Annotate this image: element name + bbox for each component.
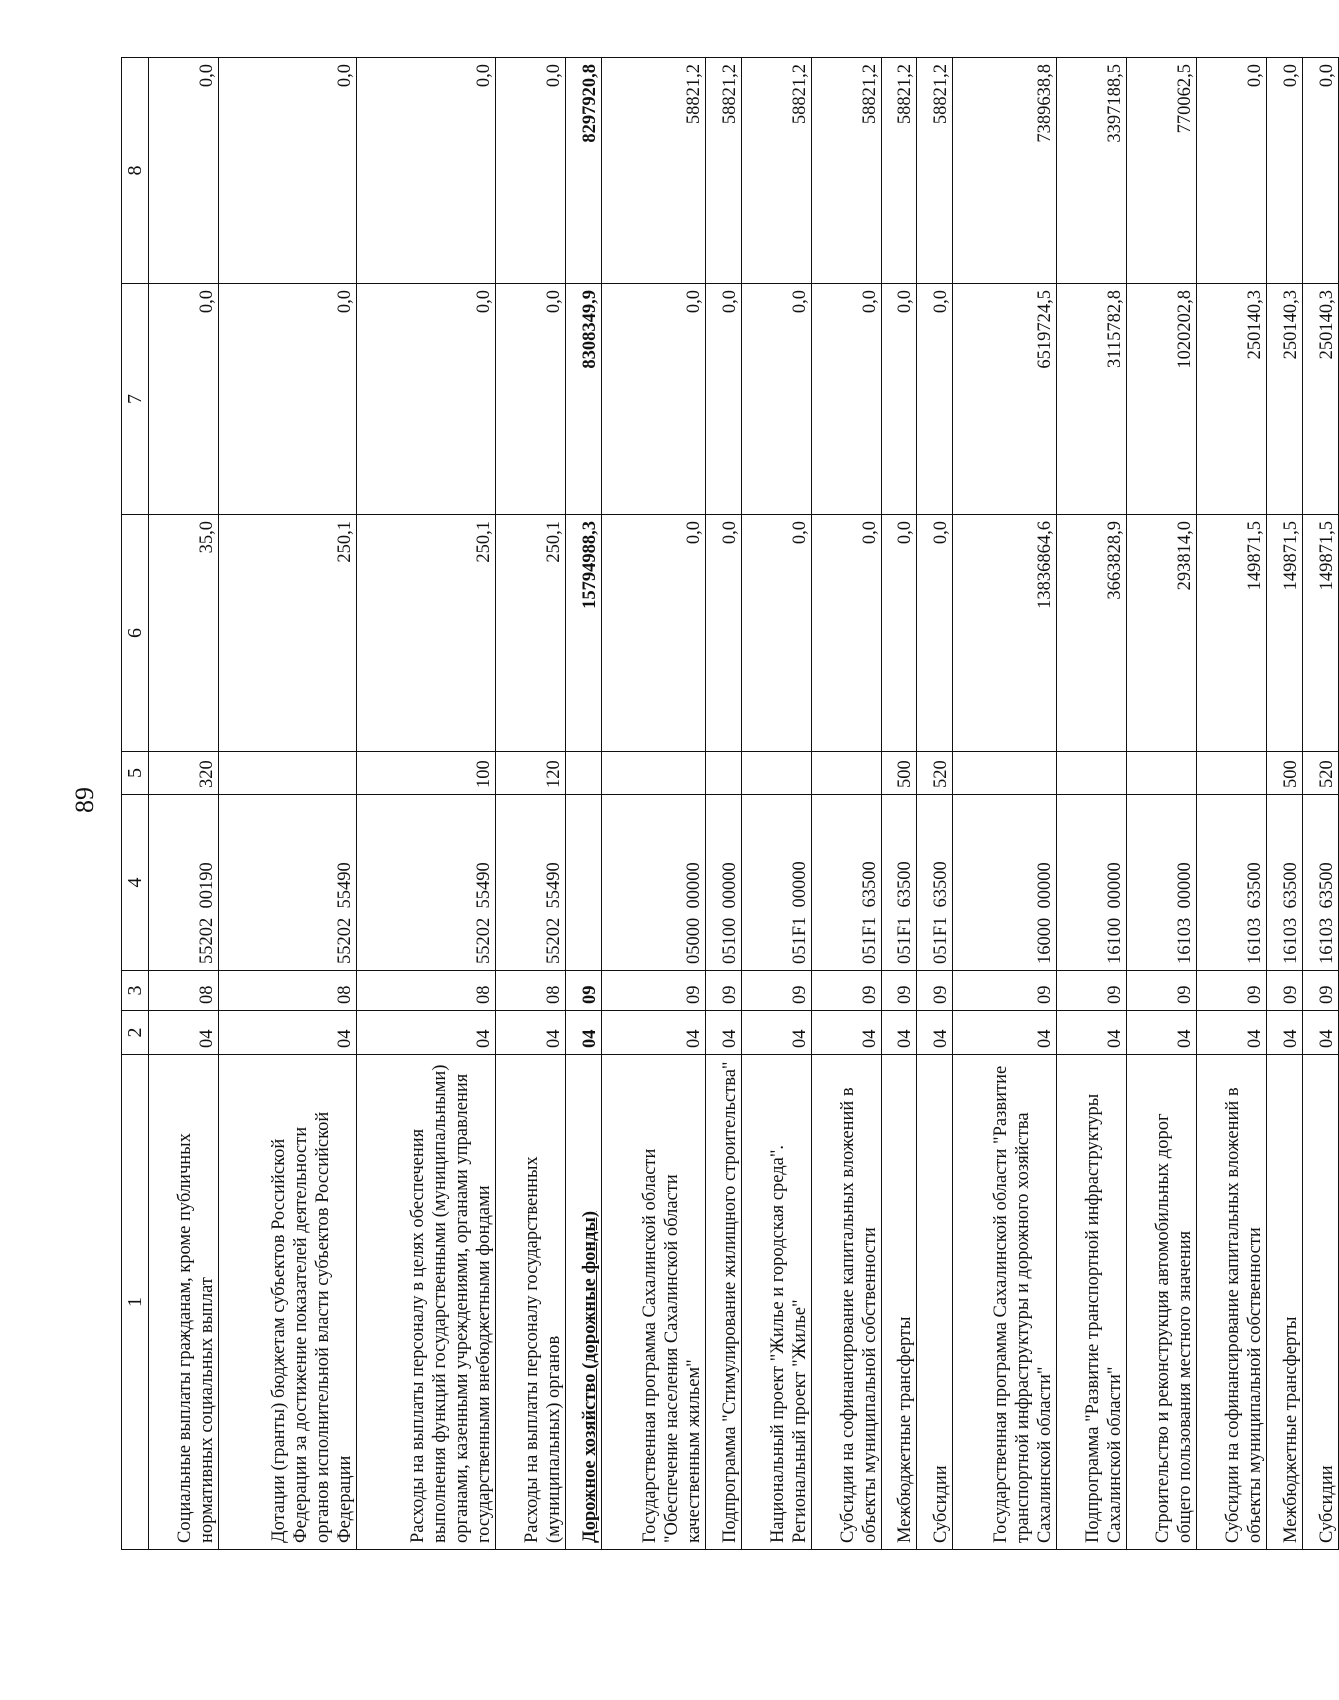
code-4-cell: 16000 00000	[953, 795, 1057, 971]
row-name-cell	[881, 1055, 917, 1550]
table-row	[1267, 58, 1303, 1550]
column-header: 7	[122, 284, 149, 515]
code-3-cell: 08	[357, 971, 495, 1011]
code-5-cell: 520	[1303, 752, 1339, 795]
code-3-cell: 09	[1127, 971, 1197, 1011]
value-7-cell: 0,0	[495, 284, 565, 515]
row-name-text: Государственная программа Сахалинской области "Обеспечение населения Сахалинской области качественным жильем"	[639, 1148, 704, 1543]
value-8-cell: 8297920,8	[565, 58, 601, 284]
row-name-cell	[219, 1055, 357, 1550]
code-5-cell	[953, 752, 1057, 795]
table-row	[811, 58, 881, 1550]
value-7-cell: 0,0	[705, 284, 741, 515]
code-3-cell: 09	[705, 971, 741, 1011]
code-5-cell	[1127, 752, 1197, 795]
value-6-cell: 0,0	[811, 515, 881, 752]
table-row	[1197, 58, 1267, 1550]
value-6-cell: 15794988,3	[565, 515, 601, 752]
row-name-text: Подпрограмма "Стимулирование жилищного строительства"	[719, 1061, 740, 1543]
row-name-cell	[149, 1055, 219, 1550]
code-5-cell: 520	[917, 752, 953, 795]
column-header: 3	[122, 971, 149, 1011]
column-header: 4	[122, 795, 149, 971]
value-8-cell: 770062,5	[1127, 58, 1197, 284]
code-4-cell	[565, 795, 601, 971]
value-8-cell: 58821,2	[811, 58, 881, 284]
code-4-cell: 05000 00000	[601, 795, 705, 971]
code-4-cell: 16100 00000	[1057, 795, 1127, 971]
code-3-cell: 09	[565, 971, 601, 1011]
row-name-cell	[1057, 1055, 1127, 1550]
code-5-cell: 500	[1267, 752, 1303, 795]
value-7-cell: 0,0	[357, 284, 495, 515]
code-2-cell: 04	[1057, 1011, 1127, 1055]
table-row	[601, 58, 705, 1550]
code-4-cell: 55202 55490	[357, 795, 495, 971]
code-2-cell: 04	[601, 1011, 705, 1055]
rotated-table-container	[121, 58, 1339, 1550]
row-name-text: Дотации (гранты) бюджетам субъектов Российской Федерации за достижение показателей деятельности органов исполнительной власти субъектов Российской Федерации	[269, 1111, 356, 1543]
code-2-cell: 04	[917, 1011, 953, 1055]
value-8-cell: 0,0	[149, 58, 219, 284]
table-body	[122, 58, 1339, 1550]
code-4-cell: 16103 63500	[1197, 795, 1267, 971]
value-7-cell: 8308349,9	[565, 284, 601, 515]
code-4-cell: 05100 00000	[705, 795, 741, 971]
table-row	[881, 58, 917, 1550]
table-row	[219, 58, 357, 1550]
code-4-cell: 051F1 00000	[741, 795, 811, 971]
value-6-cell: 3663828,9	[1057, 515, 1127, 752]
code-2-cell: 04	[149, 1011, 219, 1055]
code-2-cell: 04	[811, 1011, 881, 1055]
row-name-text: Субсидии на софинансирование капитальных вложений в объекты муниципальной собственности	[1223, 1087, 1266, 1543]
table-row	[565, 58, 601, 1550]
row-name-text: Расходы на выплаты персоналу в целях обеспечения выполнения функций государственными (муниципальными) органами, казенными учреждениями, органами управления государственными внебюджетными фондами	[407, 1064, 494, 1543]
row-name-cell	[1197, 1055, 1267, 1550]
row-name-text: Субсидии	[1317, 1465, 1337, 1543]
code-2-cell: 04	[881, 1011, 917, 1055]
value-8-cell: 58821,2	[705, 58, 741, 284]
code-5-cell	[565, 752, 601, 795]
code-4-cell: 16103 00000	[1127, 795, 1197, 971]
code-3-cell: 08	[495, 971, 565, 1011]
row-name-text: Субсидии на софинансирование капитальных вложений в объекты муниципальной собственности	[837, 1087, 880, 1543]
code-3-cell: 09	[1303, 971, 1339, 1011]
table-row	[495, 58, 565, 1550]
code-2-cell: 04	[705, 1011, 741, 1055]
code-5-cell: 320	[149, 752, 219, 795]
code-4-cell: 051F1 63500	[811, 795, 881, 971]
code-5-cell	[741, 752, 811, 795]
code-5-cell: 500	[881, 752, 917, 795]
value-6-cell: 0,0	[917, 515, 953, 752]
value-6-cell: 0,0	[741, 515, 811, 752]
value-6-cell: 293814,0	[1127, 515, 1197, 752]
row-name-text: Подпрограмма "Развитие транспортной инфраструктуры Сахалинской области"	[1083, 1093, 1126, 1543]
row-name-text: Расходы на выплаты персоналу государственных (муниципальных) органов	[521, 1156, 564, 1543]
row-name-cell	[917, 1055, 953, 1550]
value-6-cell: 250,1	[219, 515, 357, 752]
code-3-cell: 09	[1267, 971, 1303, 1011]
code-3-cell: 09	[601, 971, 705, 1011]
value-8-cell: 0,0	[357, 58, 495, 284]
header-row	[122, 58, 149, 1550]
row-name-text: Межбюджетные трансферты	[1281, 1316, 1302, 1543]
value-7-cell: 0,0	[219, 284, 357, 515]
value-8-cell: 0,0	[1267, 58, 1303, 284]
row-name-cell	[565, 1055, 601, 1550]
code-2-cell: 04	[1303, 1011, 1339, 1055]
code-3-cell: 09	[953, 971, 1057, 1011]
value-7-cell: 0,0	[601, 284, 705, 515]
value-7-cell: 250140,3	[1267, 284, 1303, 515]
code-3-cell: 08	[149, 971, 219, 1011]
row-name-cell	[1303, 1055, 1339, 1550]
value-6-cell: 149871,5	[1303, 515, 1339, 752]
value-7-cell: 0,0	[149, 284, 219, 515]
row-name-text: Социальные выплаты гражданам, кроме публичных нормативных социальных выплат	[175, 1133, 217, 1543]
value-6-cell: 250,1	[495, 515, 565, 752]
code-5-cell	[601, 752, 705, 795]
value-8-cell: 7389638,8	[953, 58, 1057, 284]
code-2-cell: 04	[219, 1011, 357, 1055]
code-4-cell: 16103 63500	[1303, 795, 1339, 971]
value-7-cell: 0,0	[741, 284, 811, 515]
value-8-cell: 0,0	[495, 58, 565, 284]
code-2-cell: 04	[1197, 1011, 1267, 1055]
code-2-cell: 04	[1267, 1011, 1303, 1055]
column-header: 8	[122, 58, 149, 284]
row-name-cell	[811, 1055, 881, 1550]
code-4-cell: 051F1 63500	[881, 795, 917, 971]
code-5-cell: 100	[357, 752, 495, 795]
table-row	[705, 58, 741, 1550]
value-7-cell: 3115782,8	[1057, 284, 1127, 515]
code-4-cell: 16103 63500	[1267, 795, 1303, 971]
row-name-cell	[495, 1055, 565, 1550]
value-7-cell: 6519724,5	[953, 284, 1057, 515]
value-8-cell: 0,0	[1303, 58, 1339, 284]
table-row	[741, 58, 811, 1550]
row-name-text: Субсидии	[931, 1465, 952, 1543]
table-row	[917, 58, 953, 1550]
value-8-cell: 0,0	[219, 58, 357, 284]
code-3-cell: 09	[1057, 971, 1127, 1011]
code-3-cell: 09	[741, 971, 811, 1011]
row-name-cell	[357, 1055, 495, 1550]
code-4-cell: 55202 55490	[219, 795, 357, 971]
value-7-cell: 1020202,8	[1127, 284, 1197, 515]
column-header: 2	[122, 1011, 149, 1055]
code-5-cell	[1197, 752, 1267, 795]
value-6-cell: 149871,5	[1267, 515, 1303, 752]
table-row	[357, 58, 495, 1550]
value-6-cell: 0,0	[601, 515, 705, 752]
column-header: 6	[122, 515, 149, 752]
value-6-cell: 35,0	[149, 515, 219, 752]
code-2-cell: 04	[741, 1011, 811, 1055]
code-2-cell: 04	[1127, 1011, 1197, 1055]
table-row	[953, 58, 1057, 1550]
code-2-cell: 04	[953, 1011, 1057, 1055]
row-name-text: Дорожное хозяйство (дорожные фонды)	[579, 1210, 600, 1543]
page-number: 89	[70, 787, 99, 813]
table-row	[1127, 58, 1197, 1550]
row-name-cell	[741, 1055, 811, 1550]
row-name-text: Строительство и реконструкция автомобильных дорог общего пользования местного значения	[1153, 1113, 1196, 1543]
budget-table	[121, 57, 1339, 1550]
row-name-text: Национальный проект "Жилье и городская среда". Региональный проект "Жилье"	[767, 1144, 810, 1543]
value-6-cell: 149871,5	[1197, 515, 1267, 752]
code-2-cell: 04	[357, 1011, 495, 1055]
row-name-cell	[1127, 1055, 1197, 1550]
code-5-cell	[811, 752, 881, 795]
row-name-cell	[705, 1055, 741, 1550]
value-7-cell: 250140,3	[1303, 284, 1339, 515]
code-2-cell: 04	[565, 1011, 601, 1055]
value-6-cell: 250,1	[357, 515, 495, 752]
value-7-cell: 0,0	[811, 284, 881, 515]
value-6-cell: 13836864,6	[953, 515, 1057, 752]
value-8-cell: 58821,2	[741, 58, 811, 284]
code-3-cell: 09	[1197, 971, 1267, 1011]
row-name-cell	[1267, 1055, 1303, 1550]
value-7-cell: 0,0	[881, 284, 917, 515]
code-5-cell	[1057, 752, 1127, 795]
code-3-cell: 09	[881, 971, 917, 1011]
value-8-cell: 0,0	[1197, 58, 1267, 284]
code-5-cell: 120	[495, 752, 565, 795]
code-4-cell: 55202 55490	[495, 795, 565, 971]
value-7-cell: 0,0	[917, 284, 953, 515]
value-6-cell: 0,0	[881, 515, 917, 752]
code-5-cell	[219, 752, 357, 795]
column-header: 5	[122, 752, 149, 795]
code-3-cell: 09	[811, 971, 881, 1011]
value-6-cell: 0,0	[705, 515, 741, 752]
value-7-cell: 250140,3	[1197, 284, 1267, 515]
row-name-text: Государственная программа Сахалинской области "Развитие транспортной инфраструктуры и дорожного хозяйства Сахалинской области"	[991, 1065, 1056, 1543]
table-row	[149, 58, 219, 1550]
code-3-cell: 09	[917, 971, 953, 1011]
code-5-cell	[705, 752, 741, 795]
value-8-cell: 58821,2	[601, 58, 705, 284]
code-3-cell: 08	[219, 971, 357, 1011]
row-name-cell	[601, 1055, 705, 1550]
code-4-cell: 051F1 63500	[917, 795, 953, 971]
value-8-cell: 58821,2	[917, 58, 953, 284]
code-2-cell: 04	[495, 1011, 565, 1055]
table-row	[1303, 58, 1339, 1550]
row-name-cell	[953, 1055, 1057, 1550]
code-4-cell: 55202 00190	[149, 795, 219, 971]
row-name-text: Межбюджетные трансферты	[895, 1316, 916, 1543]
value-8-cell: 3397188,5	[1057, 58, 1127, 284]
table-row	[1057, 58, 1127, 1550]
value-8-cell: 58821,2	[881, 58, 917, 284]
column-header: 1	[122, 1055, 149, 1550]
